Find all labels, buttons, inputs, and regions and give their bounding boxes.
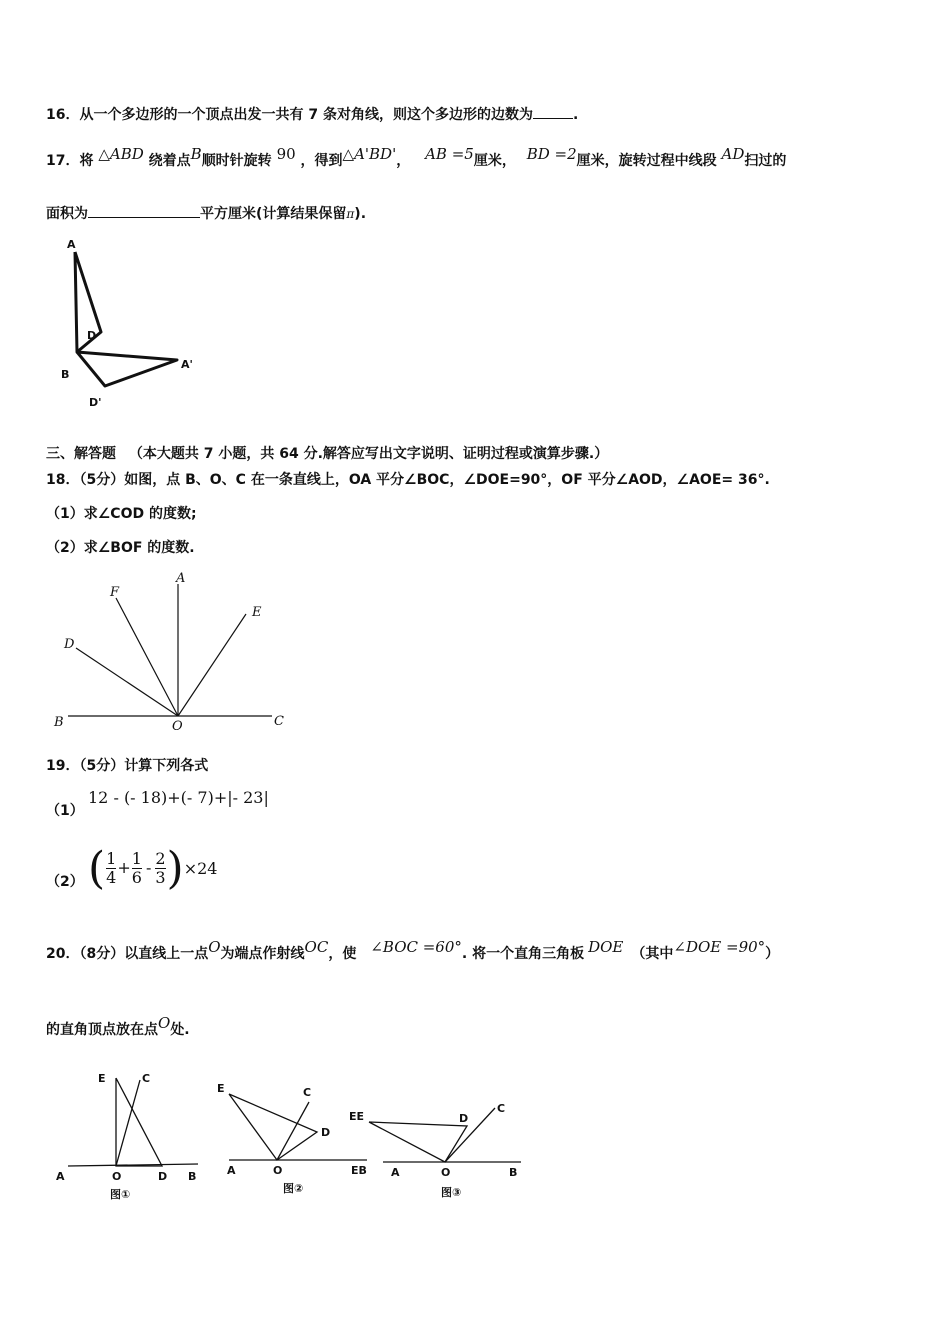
fig18-label-e: E [252,605,262,620]
q16-end: . [572,107,579,123]
fig20-diagram-1 [50,1066,210,1206]
fig20-diagram-3 [345,1066,535,1206]
q17-text: 面积为 [46,206,88,222]
q20-text: ） [765,946,780,962]
q17-text: 将 [79,153,94,169]
q20-point-o: O [208,938,221,956]
q17-degree: 90 [276,145,296,163]
fig17-triangle-diagram [55,232,215,412]
q19-frac1-den: 4 [106,868,117,887]
q17-text: 顺时针旋转 [201,153,272,169]
q20-line1 [46,938,780,963]
fig17-label-b: B [61,368,70,381]
q16-line [46,104,578,124]
fig20-2-label-d: D [321,1126,331,1139]
fig17-label-a-prime: A' [181,358,193,371]
q19-frac2-num: 1 [131,849,142,868]
q20-text: ，使 [328,946,357,962]
q20-text: 20．（8分）以直线上一点 [46,946,209,962]
q19-sub1-label: （1） [46,803,84,819]
q18-sub1: （1）求∠COD 的度数; [46,506,197,522]
fig18-label-c: C [274,714,284,729]
fig20-2-label-e: E [217,1082,225,1095]
fig20-3-label-o: O [441,1166,451,1179]
fig20-1-label-e: E [98,1072,106,1085]
fig20-3-label-c: C [497,1102,506,1115]
q19-sub2-label: （2） [46,874,84,890]
q20-angle-boc: ∠BOC =60° [370,938,462,956]
fig17-label-a: A [67,238,76,251]
q19-header: 19．（5分）计算下列各式 [46,758,209,774]
q20-triangle-doe: DOE [588,938,624,956]
q18-sub2: （2）求∠BOF 的度数. [46,540,195,556]
q19-times: ×24 [183,859,218,878]
q17-text: 厘米，旋转过程中线段 [576,153,717,169]
fig20-1-label-o: O [112,1170,122,1183]
q19-frac2-den: 6 [131,868,142,887]
section3-title: 三、解答题 [46,446,116,462]
fig20-3-caption: 图③ [441,1186,462,1199]
fig18-label-o: O [172,719,183,734]
fig20-3-label-a: A [391,1166,400,1179]
fig18-label-a: A [176,571,186,586]
fig17-label-d: D [87,329,97,342]
fig20-1-label-b: B [188,1170,197,1183]
q16-number: 16． [46,107,80,123]
q17-ad: AD [721,145,745,163]
q17-text: ，得到 [300,153,343,169]
q19-op-minus: - [145,858,152,877]
q18-header: 18．（5分）如图，点 B、O、C 在一条直线上，OA 平分∠BOC，∠DOE=90°，OF 平分∠AOD，∠AOE= 36°. [46,472,770,488]
q20-line2 [46,1014,190,1039]
fig17-label-d-prime: D' [89,396,102,409]
q19-frac3-num: 2 [155,849,166,868]
q19-frac1-num: 1 [106,849,117,868]
fig20-2-label-eb: EB [351,1164,367,1177]
fig20-3-label-ee: EE [349,1110,365,1123]
q17-line1 [46,145,787,170]
q17-line2 [46,203,366,223]
q17-pi: π [346,207,355,221]
q20-text: 的直角顶点放在点 [46,1022,158,1038]
q20-text: 为端点作射线 [220,946,305,962]
q16-answer-blank[interactable] [533,106,573,119]
q17-answer-blank[interactable] [88,205,200,218]
fig20-3-label-b: B [509,1166,518,1179]
q20-text: . 将一个直角三角板 [461,946,585,962]
q17-text: 绕着点 [148,153,191,169]
q17-bd: BD =2 [526,145,577,163]
fig18-angle-diagram [50,570,310,734]
fig20-2-label-c: C [303,1086,312,1099]
q19-expression-1: 12 - (- 18)+(- 7)+|- 23| [88,788,269,807]
fig18-label-b: B [54,715,64,730]
section3-heading [46,443,608,463]
fig20-1-label-d: D [158,1170,168,1183]
q20-text: （其中 [631,946,674,962]
section3-desc: （本大题共 7 小题，共 64 分.解答应写出文字说明、证明过程或演算步骤.） [128,446,609,462]
fig20-2-caption: 图② [283,1182,304,1195]
q17-point-b: B [190,145,202,163]
q20-ray-oc: OC [304,938,329,956]
q20-point-o: O [158,1014,171,1032]
q19-expression-2: ( $\frac{1}{4}$ + $\frac{1}{6}$ - $\frac{2}{3}$ )×24 [88,843,218,894]
q20-text: 处. [170,1022,190,1038]
q17-text: 扫过的 [744,153,787,169]
fig20-1-caption: 图① [110,1188,131,1201]
q20-angle-doe: ∠DOE =90° [673,938,766,956]
q17-ab: AB =5 [425,145,474,163]
fig18-label-d: D [64,637,75,652]
q17-number: 17． [46,153,80,169]
q17-triangle-abd-prime: △A'BD' [342,145,397,163]
fig20-2-label-a: A [227,1164,236,1177]
fig20-2-label-o: O [273,1164,283,1177]
q17-text: ). [354,206,367,222]
q17-triangle-abd: △ABD [98,145,144,163]
q17-text: ， [396,153,411,169]
fig18-label-f: F [110,585,120,600]
fig20-1-label-a: A [56,1170,65,1183]
q19-op-plus: + [117,858,131,877]
fig20-1-label-c: C [142,1072,151,1085]
fig20-3-label-d: D [459,1112,469,1125]
q17-text: 厘米， [473,153,516,169]
q16-text: 从一个多边形的一个顶点出发一共有 7 条对角线，则这个多边形的边数为 [79,107,533,123]
q19-frac3-den: 3 [155,868,166,887]
q17-text: 平方厘米(计算结果保留 [200,206,347,222]
